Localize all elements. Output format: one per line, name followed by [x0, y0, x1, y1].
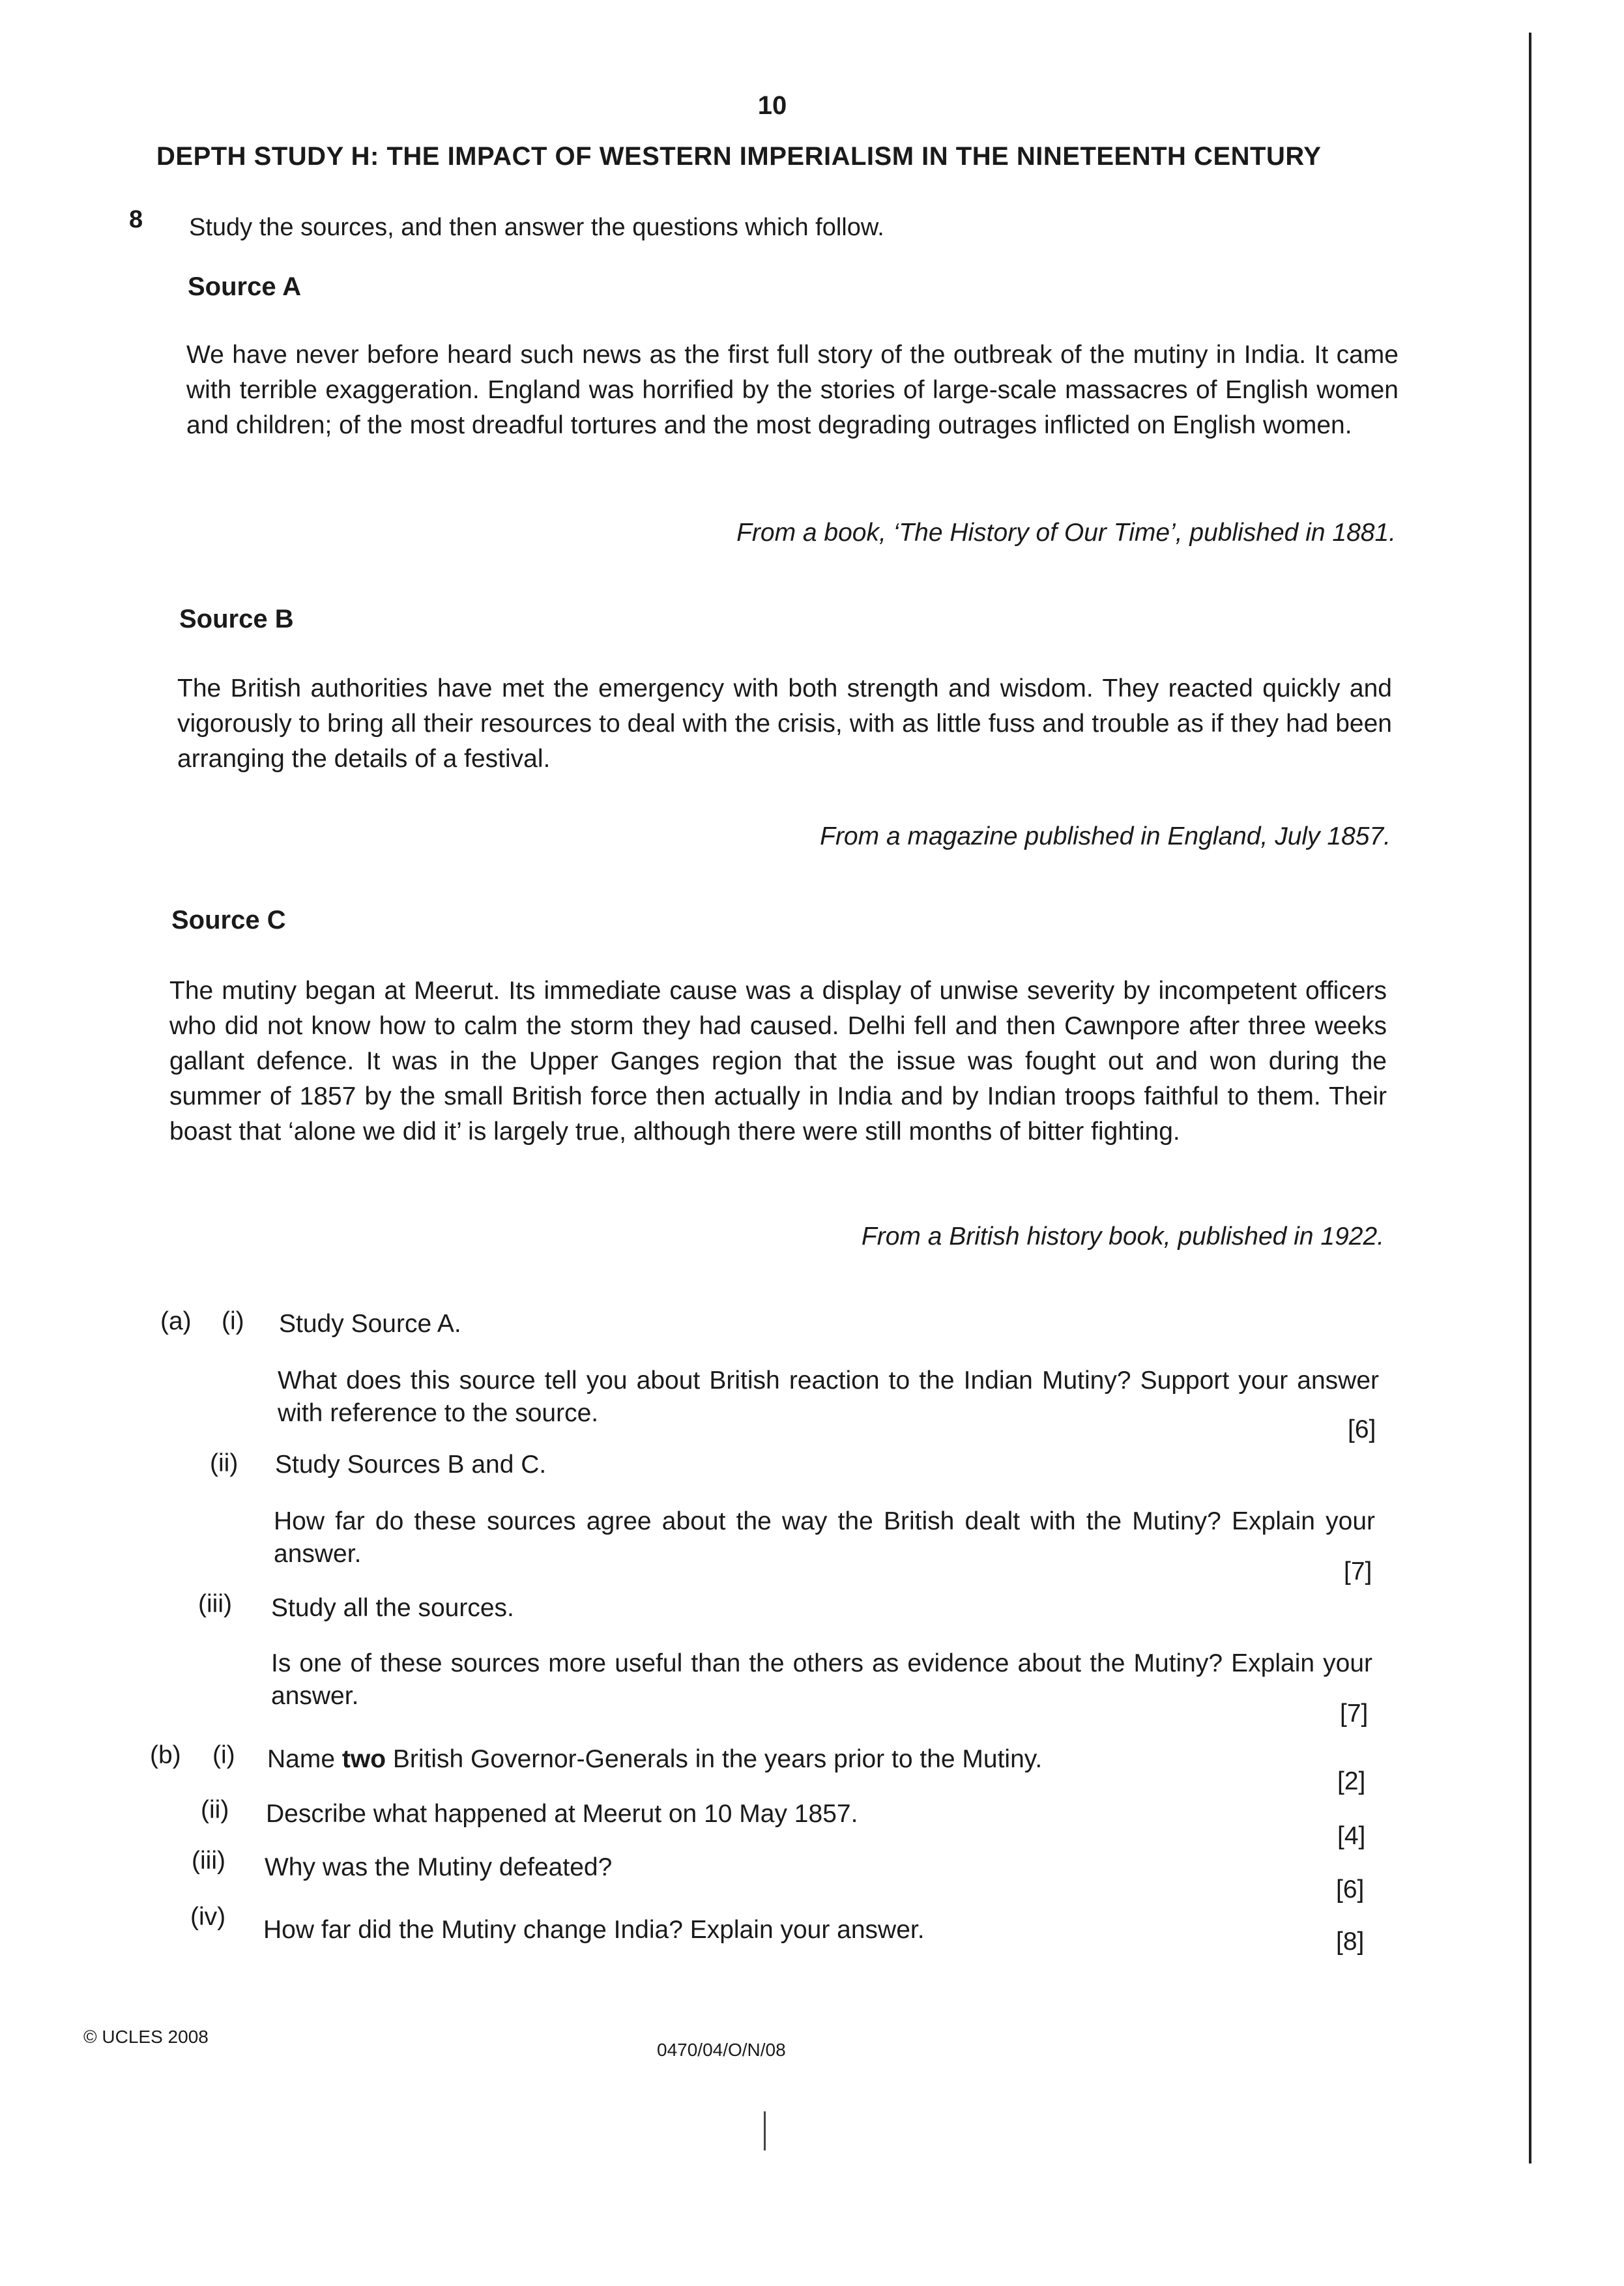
source-a-attribution: From a book, ‘The History of Our Time’, published in 1881. — [736, 519, 1396, 547]
source-c-text: The mutiny began at Meerut. Its immediate cause was a display of unwise severity by incompetent officers who did not know how to calm the storm they had caused. Delhi fell and then Cawnpore after three weeks gallant defence. It was in the Upper Ganges region that the issue was fought out and won during the summer of 1857 by the small British force then actually in India and by Indian troops faithful to them. Their boast that ‘alone we did it’ is largely true, although there were still months of bitter fighting. — [169, 977, 1387, 1146]
section-heading: DEPTH STUDY H: THE IMPACT OF WESTERN IMPERIALISM IN THE NINETEENTH CENTURY — [156, 142, 1322, 171]
part-b-iv-label: (iv) — [190, 1903, 226, 1931]
part-b-iii-marks: [6] — [1336, 1875, 1365, 1903]
part-b-iii-question: Why was the Mutiny defeated? — [265, 1853, 613, 1881]
part-a-iii-marks: [7] — [1340, 1700, 1369, 1728]
part-a-ii-label: (ii) — [210, 1449, 239, 1477]
scan-edge-line — [1529, 33, 1531, 2163]
part-a-i-instruction: Study Source A. — [279, 1310, 461, 1338]
part-b-i-label: (i) — [212, 1741, 235, 1769]
source-c-title: Source C — [171, 906, 286, 934]
source-a-text: We have never before heard such news as the first full story of the outbreak of the mutiny in India. It came with terrible exaggeration. England was horrified by the stories of large-scale massacres of English women and children; of the most dreadful tortures and the most degrading outrages inflicted on English women. — [186, 341, 1399, 439]
part-b-iv-question: How far did the Mutiny change India? Explain your answer. — [263, 1916, 925, 1944]
footer-code: 0470/04/O/N/08 — [657, 2040, 786, 2060]
part-b-iv-marks: [8] — [1336, 1928, 1365, 1956]
part-b-ii-marks: [4] — [1337, 1822, 1366, 1850]
part-b-ii-label: (ii) — [201, 1796, 229, 1824]
part-a-i-label: (i) — [222, 1307, 244, 1335]
part-a-i-marks: [6] — [1348, 1415, 1376, 1443]
scan-mark — [764, 2111, 766, 2150]
part-a-ii-marks: [7] — [1344, 1557, 1372, 1585]
question-number: 8 — [129, 206, 143, 233]
part-a-ii-question: How far do these sources agree about the way the British dealt with the Mutiny? Explain your answer. — [274, 1507, 1375, 1568]
source-a-title: Source A — [188, 272, 302, 301]
footer-copyright: © UCLES 2008 — [83, 2027, 209, 2047]
part-a-iii-label: (iii) — [198, 1590, 232, 1618]
part-a-iii-question: Is one of these sources more useful than the others as evidence about the Mutiny? Explain your answer. — [271, 1649, 1372, 1710]
part-b-i-question: Name two British Governor-Generals in the years prior to the Mutiny. — [267, 1745, 1043, 1773]
part-a-iii-instruction: Study all the sources. — [271, 1594, 514, 1622]
source-b-title: Source B — [179, 605, 294, 633]
source-b-attribution: From a magazine published in England, July 1857. — [820, 822, 1391, 850]
part-b-label: (b) — [150, 1741, 181, 1769]
part-b-i-marks: [2] — [1337, 1767, 1366, 1795]
source-c-attribution: From a British history book, published in 1922. — [861, 1223, 1384, 1251]
part-b-iii-label: (iii) — [192, 1847, 225, 1875]
part-b-ii-question: Describe what happened at Meerut on 10 May 1857. — [266, 1800, 858, 1828]
question-intro: Study the sources, and then answer the questions which follow. — [189, 214, 884, 241]
page-number: 10 — [757, 91, 787, 120]
part-a-i-question: What does this source tell you about British reaction to the Indian Mutiny? Support your answer with reference to the source. — [278, 1367, 1379, 1427]
part-a-label: (a) — [160, 1307, 192, 1335]
part-a-ii-instruction: Study Sources B and C. — [275, 1451, 547, 1479]
source-b-text: The British authorities have met the emergency with both strength and wisdom. They reacted quickly and vigorously to bring all their resources to deal with the crisis, with as little fuss and trouble as if they had been arranging the details of a festival. — [177, 674, 1392, 773]
